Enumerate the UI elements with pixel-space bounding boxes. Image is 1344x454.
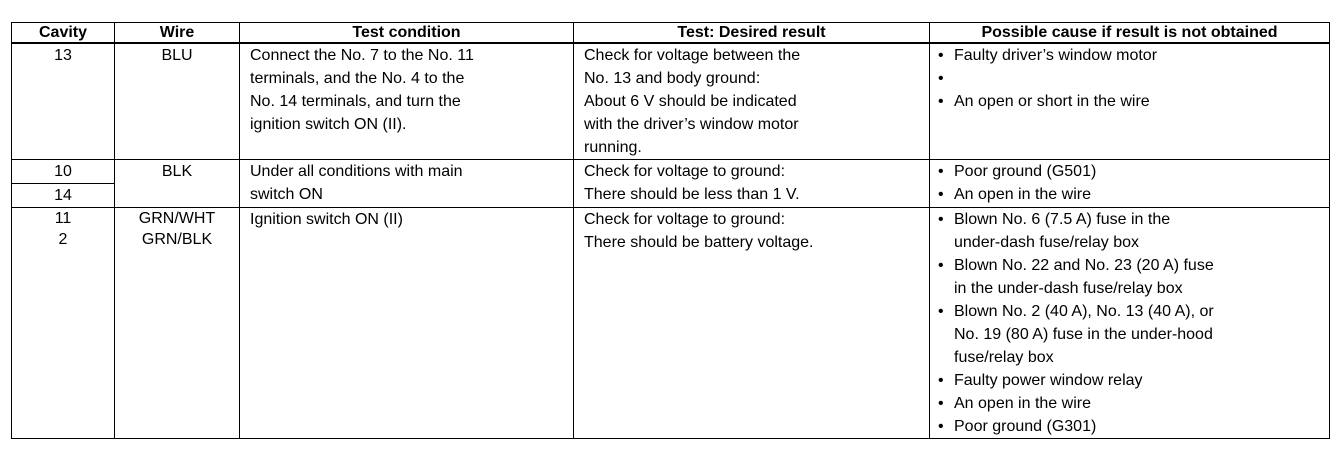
condition-cell: [240, 208, 574, 439]
result-cell: [574, 160, 930, 208]
cause-item: • Poor ground (G501): [938, 160, 1329, 183]
cause-line: under-dash fuse/relay box: [954, 234, 1139, 251]
result-line: running.: [584, 139, 642, 156]
cause-cell: [930, 43, 1330, 160]
cavity-number: 10: [12, 160, 114, 184]
condition-line: terminals, and the No. 4 to the: [250, 70, 465, 87]
result-line: No. 13 and body ground:: [584, 70, 761, 87]
table-row: [12, 160, 1330, 208]
troubleshooting-table-wrapper: [11, 22, 1329, 439]
wire-color: GRN/WHT: [138, 210, 216, 227]
cause-line: • Faulty power window relay: [954, 372, 1143, 389]
result-line: There should be battery voltage.: [584, 234, 814, 251]
cause-item: [938, 392, 1329, 415]
cause-line: in the under-dash fuse/relay box: [954, 280, 1183, 297]
result-line: Check for voltage to ground:: [584, 211, 786, 228]
result-line: with the driver’s window motor: [584, 116, 799, 133]
header-row: [12, 23, 1330, 44]
cause-cell: [930, 160, 1330, 208]
header-wire: Wire: [115, 23, 240, 44]
cavity-number: 2: [58, 231, 68, 248]
result-cell: [574, 43, 930, 160]
result-line: Check for voltage between the: [584, 47, 801, 64]
condition-cell: [240, 43, 574, 160]
result-line: Check for voltage to ground:: [584, 163, 786, 180]
cause-item: [938, 369, 1329, 392]
wire-color: BLK: [161, 163, 193, 180]
cavity-number: 14: [54, 187, 72, 204]
condition-line: Connect the No. 7 to the No. 11: [250, 47, 474, 64]
cause-item: • An open or short in the wire: [938, 90, 1329, 113]
header-possible-cause: Possible cause if result is not obtained: [930, 23, 1330, 44]
cavity-number: 13: [54, 47, 72, 64]
cause-line: • Poor ground (G301): [954, 418, 1097, 435]
condition-line: Under all conditions with main: [250, 163, 463, 180]
cause-line: • Blown No. 22 and No. 23 (20 A) fuse: [954, 257, 1214, 274]
cause-item: • An open in the wire: [938, 183, 1329, 206]
result-cell: [574, 208, 930, 439]
cause-item: • Faulty driver’s window motor: [938, 44, 1329, 67]
header-cavity: Cavity: [12, 23, 115, 44]
cause-list: [930, 208, 1329, 438]
cavity-cell: [12, 208, 115, 439]
cause-line: • Blown No. 2 (40 A), No. 13 (40 A), or: [954, 303, 1214, 320]
table-row: [12, 208, 1330, 439]
condition-cell: [240, 160, 574, 208]
result-line: About 6 V should be indicated: [584, 93, 797, 110]
cause-spacer: [938, 67, 1329, 90]
cause-line: • An open in the wire: [954, 395, 1091, 412]
cause-list: [930, 160, 1329, 206]
cause-cell: [930, 208, 1330, 439]
wire-cell: [115, 160, 240, 208]
troubleshooting-table: [11, 22, 1330, 439]
cause-line: fuse/relay box: [954, 349, 1054, 366]
cause-item: [938, 254, 1329, 300]
table-row: [12, 43, 1330, 160]
header-test-condition: Test condition: [240, 23, 574, 44]
wire-color: GRN/BLK: [141, 231, 213, 248]
cause-list: [930, 44, 1329, 113]
condition-line: Ignition switch ON (II): [250, 211, 403, 228]
cavity-cell: [12, 43, 115, 160]
cause-item: [938, 208, 1329, 254]
condition-line: switch ON: [250, 186, 323, 203]
header-desired-result: Test: Desired result: [574, 23, 930, 44]
cause-item: [938, 300, 1329, 369]
wire-cell: [115, 208, 240, 439]
result-line: There should be less than 1 V.: [584, 186, 800, 203]
wire-cell: [115, 43, 240, 160]
condition-line: ignition switch ON (II).: [250, 116, 407, 133]
cause-item: [938, 415, 1329, 438]
wire-color: BLU: [161, 47, 193, 64]
cause-line: No. 19 (80 A) fuse in the under-hood: [954, 326, 1213, 343]
cause-line: • Blown No. 6 (7.5 A) fuse in the: [954, 211, 1171, 228]
cavity-number: 11: [54, 210, 72, 227]
cavity-cell: [12, 160, 115, 208]
condition-line: No. 14 terminals, and turn the: [250, 93, 461, 110]
